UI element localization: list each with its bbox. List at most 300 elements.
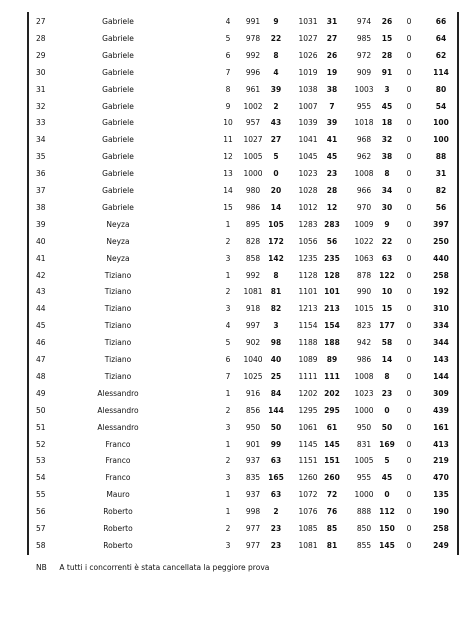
diff-2-cell: 202 <box>324 388 340 398</box>
penalty-cell: 0 <box>406 135 412 145</box>
footnote <box>36 563 269 572</box>
score-2-cell: 1188 <box>298 338 318 348</box>
competitor-name-cell: Gabriele <box>102 67 134 77</box>
footnote-text: A tutti i concorrenti è stata cancellata la peggiore prova <box>59 563 270 572</box>
competitor-name-cell: Gabriele <box>102 118 134 128</box>
row-number-cell: 43 <box>36 287 46 297</box>
score-3-cell: 823 <box>356 321 372 331</box>
row-number-cell: 45 <box>36 321 46 331</box>
attempt-number-cell: 3 <box>225 422 231 432</box>
diff-2-cell: 45 <box>326 152 338 162</box>
score-3-cell: 974 <box>356 17 372 26</box>
score-2-cell: 1039 <box>298 118 318 128</box>
total-cell: 31 <box>435 169 447 179</box>
diff-2-cell: 154 <box>324 321 340 331</box>
row-number-cell: 37 <box>36 186 46 195</box>
table-row <box>0 165 463 183</box>
table-row <box>0 334 463 352</box>
diff-1-cell: 82 <box>270 304 282 314</box>
competitor-name-cell: Roberto <box>103 540 133 550</box>
table-row <box>0 114 463 132</box>
competitor-name-cell: Roberto <box>103 524 133 533</box>
total-cell: 100 <box>433 135 449 145</box>
total-cell: 249 <box>433 540 449 550</box>
score-3-cell: 955 <box>356 473 372 483</box>
score-3-cell: 1008 <box>354 169 374 179</box>
row-number-cell: 51 <box>36 422 46 432</box>
diff-3-cell: 38 <box>381 152 393 162</box>
attempt-number-cell: 4 <box>225 321 231 331</box>
diff-1-cell: 3 <box>273 321 279 331</box>
penalty-cell: 0 <box>406 50 412 60</box>
penalty-cell: 0 <box>406 169 412 179</box>
row-number-cell: 28 <box>36 33 46 43</box>
row-number-cell: 35 <box>36 152 46 162</box>
score-3-cell: 831 <box>356 439 372 449</box>
row-number-cell: 32 <box>36 101 46 111</box>
table-row <box>0 182 463 200</box>
table-row <box>0 13 463 31</box>
score-3-cell: 955 <box>356 101 372 111</box>
competitor-name-cell: Alessandro <box>97 388 139 398</box>
penalty-cell: 0 <box>406 524 412 533</box>
diff-1-cell: 50 <box>270 422 282 432</box>
competitor-name-cell: Tiziano <box>104 287 132 297</box>
table-row <box>0 368 463 386</box>
attempt-number-cell: 3 <box>225 540 231 550</box>
row-number-cell: 46 <box>36 338 46 348</box>
diff-2-cell: 85 <box>326 524 338 533</box>
penalty-cell: 0 <box>406 236 412 246</box>
attempt-number-cell: 11 <box>223 135 233 145</box>
attempt-number-cell: 2 <box>225 236 231 246</box>
competitor-name-cell: Tiziano <box>104 304 132 314</box>
diff-1-cell: 25 <box>270 371 282 381</box>
diff-2-cell: 81 <box>326 540 338 550</box>
table-row <box>0 436 463 454</box>
attempt-number-cell: 15 <box>223 202 233 212</box>
diff-2-cell: 7 <box>329 101 335 111</box>
total-cell: 54 <box>435 101 447 111</box>
attempt-number-cell: 1 <box>225 490 231 500</box>
score-3-cell: 1009 <box>354 219 374 229</box>
score-2-cell: 1019 <box>298 67 318 77</box>
diff-1-cell: 144 <box>268 405 284 415</box>
row-number-cell: 50 <box>36 405 46 415</box>
score-2-cell: 1283 <box>298 219 318 229</box>
score-2-cell: 1007 <box>298 101 318 111</box>
row-number-cell: 49 <box>36 388 46 398</box>
penalty-cell: 0 <box>406 338 412 348</box>
penalty-cell: 0 <box>406 101 412 111</box>
table-row <box>0 300 463 318</box>
row-number-cell: 53 <box>36 456 46 466</box>
diff-3-cell: 23 <box>381 388 393 398</box>
score-2-cell: 1026 <box>298 50 318 60</box>
attempt-number-cell: 2 <box>225 524 231 533</box>
score-1-cell: 901 <box>245 439 261 449</box>
diff-1-cell: 14 <box>270 202 282 212</box>
attempt-number-cell: 2 <box>225 405 231 415</box>
attempt-number-cell: 1 <box>225 219 231 229</box>
table-row <box>0 351 463 369</box>
score-3-cell: 972 <box>356 50 372 60</box>
table-row <box>0 452 463 470</box>
score-1-cell: 957 <box>245 118 261 128</box>
competitor-name-cell: Tiziano <box>104 355 132 364</box>
penalty-cell: 0 <box>406 219 412 229</box>
total-cell: 439 <box>433 405 449 415</box>
total-cell: 143 <box>433 355 449 364</box>
competitor-name-cell: Franco <box>105 473 131 483</box>
total-cell: 334 <box>433 321 449 331</box>
row-number-cell: 39 <box>36 219 46 229</box>
total-cell: 62 <box>435 50 447 60</box>
score-1-cell: 1005 <box>243 152 263 162</box>
score-1-cell: 980 <box>245 186 261 195</box>
score-2-cell: 1145 <box>298 439 318 449</box>
diff-1-cell: 172 <box>268 236 284 246</box>
diff-3-cell: 58 <box>381 338 393 348</box>
competitor-name-cell: Neyza <box>106 236 130 246</box>
diff-2-cell: 295 <box>324 405 340 415</box>
attempt-number-cell: 1 <box>225 388 231 398</box>
penalty-cell: 0 <box>406 473 412 483</box>
score-1-cell: 1081 <box>243 287 263 297</box>
competitor-name-cell: Tiziano <box>104 371 132 381</box>
diff-2-cell: 213 <box>324 304 340 314</box>
score-3-cell: 986 <box>356 355 372 364</box>
diff-3-cell: 0 <box>384 405 390 415</box>
penalty-cell: 0 <box>406 321 412 331</box>
score-2-cell: 1012 <box>298 202 318 212</box>
diff-1-cell: 98 <box>270 338 282 348</box>
score-3-cell: 1003 <box>354 84 374 94</box>
diff-2-cell: 188 <box>324 338 340 348</box>
diff-1-cell: 63 <box>270 490 282 500</box>
penalty-cell: 0 <box>406 118 412 128</box>
table-row <box>0 250 463 268</box>
total-cell: 135 <box>433 490 449 500</box>
table-row <box>0 81 463 99</box>
diff-2-cell: 38 <box>326 84 338 94</box>
attempt-number-cell: 3 <box>225 253 231 263</box>
diff-2-cell: 101 <box>324 287 340 297</box>
penalty-cell: 0 <box>406 405 412 415</box>
penalty-cell: 0 <box>406 186 412 195</box>
competitor-name-cell: Gabriele <box>102 135 134 145</box>
diff-3-cell: 9 <box>384 219 390 229</box>
penalty-cell: 0 <box>406 371 412 381</box>
total-cell: 440 <box>433 253 449 263</box>
attempt-number-cell: 2 <box>225 287 231 297</box>
attempt-number-cell: 7 <box>225 371 231 381</box>
diff-1-cell: 8 <box>273 270 279 280</box>
score-2-cell: 1295 <box>298 405 318 415</box>
diff-2-cell: 12 <box>326 202 338 212</box>
diff-3-cell: 15 <box>381 33 393 43</box>
table-row <box>0 283 463 301</box>
penalty-cell: 0 <box>406 355 412 364</box>
diff-3-cell: 30 <box>381 202 393 212</box>
penalty-cell: 0 <box>406 304 412 314</box>
attempt-number-cell: 10 <box>223 118 233 128</box>
total-cell: 397 <box>433 219 449 229</box>
total-cell: 66 <box>435 17 447 26</box>
diff-3-cell: 10 <box>381 287 393 297</box>
total-cell: 114 <box>433 67 449 77</box>
diff-2-cell: 26 <box>326 50 338 60</box>
score-3-cell: 950 <box>356 422 372 432</box>
score-3-cell: 966 <box>356 186 372 195</box>
row-number-cell: 41 <box>36 253 46 263</box>
diff-3-cell: 34 <box>381 186 393 195</box>
diff-3-cell: 50 <box>381 422 393 432</box>
score-2-cell: 1151 <box>298 456 318 466</box>
penalty-cell: 0 <box>406 17 412 26</box>
table-row <box>0 131 463 149</box>
attempt-number-cell: 12 <box>223 152 233 162</box>
attempt-number-cell: 5 <box>225 338 231 348</box>
row-number-cell: 42 <box>36 270 46 280</box>
competitor-name-cell: Neyza <box>106 253 130 263</box>
diff-2-cell: 76 <box>326 507 338 517</box>
score-1-cell: 937 <box>245 490 261 500</box>
diff-2-cell: 89 <box>326 355 338 364</box>
score-1-cell: 835 <box>245 473 261 483</box>
table-row <box>0 503 463 521</box>
score-2-cell: 1128 <box>298 270 318 280</box>
table-row <box>0 385 463 403</box>
score-1-cell: 858 <box>245 253 261 263</box>
competitor-name-cell: Gabriele <box>102 17 134 26</box>
attempt-number-cell: 1 <box>225 439 231 449</box>
penalty-cell: 0 <box>406 540 412 550</box>
row-number-cell: 52 <box>36 439 46 449</box>
competitor-name-cell: Franco <box>105 456 131 466</box>
diff-3-cell: 32 <box>381 135 393 145</box>
score-3-cell: 990 <box>356 287 372 297</box>
diff-1-cell: 23 <box>270 540 282 550</box>
diff-2-cell: 28 <box>326 186 338 195</box>
diff-3-cell: 14 <box>381 355 393 364</box>
diff-2-cell: 31 <box>326 17 338 26</box>
row-number-cell: 48 <box>36 371 46 381</box>
diff-2-cell: 235 <box>324 253 340 263</box>
footnote-prefix: NB <box>36 563 47 572</box>
row-number-cell: 34 <box>36 135 46 145</box>
row-number-cell: 33 <box>36 118 46 128</box>
total-cell: 144 <box>433 371 449 381</box>
diff-3-cell: 22 <box>381 236 393 246</box>
diff-1-cell: 63 <box>270 456 282 466</box>
penalty-cell: 0 <box>406 202 412 212</box>
total-cell: 100 <box>433 118 449 128</box>
score-3-cell: 962 <box>356 152 372 162</box>
attempt-number-cell: 6 <box>225 50 231 60</box>
score-1-cell: 997 <box>245 321 261 331</box>
competitor-name-cell: Tiziano <box>104 270 132 280</box>
diff-1-cell: 0 <box>273 169 279 179</box>
diff-1-cell: 81 <box>270 287 282 297</box>
diff-1-cell: 2 <box>273 101 279 111</box>
row-number-cell: 58 <box>36 540 46 550</box>
score-1-cell: 977 <box>245 540 261 550</box>
competitor-name-cell: Gabriele <box>102 84 134 94</box>
score-1-cell: 1027 <box>243 135 263 145</box>
penalty-cell: 0 <box>406 67 412 77</box>
row-number-cell: 36 <box>36 169 46 179</box>
attempt-number-cell: 13 <box>223 169 233 179</box>
score-1-cell: 992 <box>245 50 261 60</box>
diff-1-cell: 39 <box>270 84 282 94</box>
score-2-cell: 1202 <box>298 388 318 398</box>
score-1-cell: 977 <box>245 524 261 533</box>
table-row <box>0 486 463 504</box>
diff-1-cell: 142 <box>268 253 284 263</box>
total-cell: 82 <box>435 186 447 195</box>
table-row <box>0 267 463 285</box>
diff-3-cell: 63 <box>381 253 393 263</box>
diff-2-cell: 260 <box>324 473 340 483</box>
score-2-cell: 1027 <box>298 33 318 43</box>
competitor-name-cell: Alessandro <box>97 405 139 415</box>
total-cell: 344 <box>433 338 449 348</box>
diff-3-cell: 8 <box>384 169 390 179</box>
row-number-cell: 31 <box>36 84 46 94</box>
diff-3-cell: 45 <box>381 473 393 483</box>
attempt-number-cell: 14 <box>223 186 233 195</box>
score-3-cell: 1005 <box>354 456 374 466</box>
diff-3-cell: 0 <box>384 490 390 500</box>
diff-1-cell: 27 <box>270 135 282 145</box>
competitor-name-cell: Neyza <box>106 219 130 229</box>
attempt-number-cell: 8 <box>225 84 231 94</box>
diff-3-cell: 177 <box>379 321 395 331</box>
diff-1-cell: 40 <box>270 355 282 364</box>
attempt-number-cell: 9 <box>225 101 231 111</box>
score-3-cell: 1000 <box>354 490 374 500</box>
table-row <box>0 402 463 420</box>
score-2-cell: 1260 <box>298 473 318 483</box>
score-3-cell: 1000 <box>354 405 374 415</box>
table-row <box>0 233 463 251</box>
penalty-cell: 0 <box>406 33 412 43</box>
total-cell: 250 <box>433 236 449 246</box>
score-2-cell: 1154 <box>298 321 318 331</box>
score-2-cell: 1038 <box>298 84 318 94</box>
total-cell: 56 <box>435 202 447 212</box>
diff-2-cell: 128 <box>324 270 340 280</box>
score-2-cell: 1081 <box>298 540 318 550</box>
score-1-cell: 902 <box>245 338 261 348</box>
score-1-cell: 856 <box>245 405 261 415</box>
competitor-name-cell: Gabriele <box>102 50 134 60</box>
score-2-cell: 1023 <box>298 169 318 179</box>
score-3-cell: 1063 <box>354 253 374 263</box>
diff-1-cell: 20 <box>270 186 282 195</box>
table-row <box>0 469 463 487</box>
score-2-cell: 1076 <box>298 507 318 517</box>
total-cell: 470 <box>433 473 449 483</box>
score-2-cell: 1111 <box>298 371 318 381</box>
total-cell: 310 <box>433 304 449 314</box>
score-1-cell: 1000 <box>243 169 263 179</box>
diff-1-cell: 84 <box>270 388 282 398</box>
competitor-name-cell: Franco <box>105 439 131 449</box>
score-3-cell: 1008 <box>354 371 374 381</box>
row-number-cell: 54 <box>36 473 46 483</box>
attempt-number-cell: 3 <box>225 473 231 483</box>
diff-1-cell: 165 <box>268 473 284 483</box>
diff-2-cell: 19 <box>326 67 338 77</box>
penalty-cell: 0 <box>406 422 412 432</box>
attempt-number-cell: 1 <box>225 270 231 280</box>
diff-3-cell: 28 <box>381 50 393 60</box>
competitor-name-cell: Tiziano <box>104 338 132 348</box>
score-3-cell: 850 <box>356 524 372 533</box>
score-3-cell: 855 <box>356 540 372 550</box>
attempt-number-cell: 1 <box>225 507 231 517</box>
table-row <box>0 520 463 538</box>
diff-1-cell: 5 <box>273 152 279 162</box>
penalty-cell: 0 <box>406 388 412 398</box>
score-2-cell: 1061 <box>298 422 318 432</box>
penalty-cell: 0 <box>406 152 412 162</box>
total-cell: 258 <box>433 524 449 533</box>
score-3-cell: 888 <box>356 507 372 517</box>
total-cell: 88 <box>435 152 447 162</box>
total-cell: 192 <box>433 287 449 297</box>
attempt-number-cell: 4 <box>225 17 231 26</box>
score-2-cell: 1101 <box>298 287 318 297</box>
diff-3-cell: 145 <box>379 540 395 550</box>
score-3-cell: 970 <box>356 202 372 212</box>
penalty-cell: 0 <box>406 490 412 500</box>
diff-3-cell: 5 <box>384 456 390 466</box>
total-cell: 309 <box>433 388 449 398</box>
diff-3-cell: 8 <box>384 371 390 381</box>
score-2-cell: 1213 <box>298 304 318 314</box>
diff-3-cell: 3 <box>384 84 390 94</box>
row-number-cell: 29 <box>36 50 46 60</box>
competitor-name-cell: Gabriele <box>102 152 134 162</box>
total-cell: 64 <box>435 33 447 43</box>
table-row <box>0 419 463 437</box>
total-cell: 219 <box>433 456 449 466</box>
diff-3-cell: 122 <box>379 270 395 280</box>
score-1-cell: 1002 <box>243 101 263 111</box>
competitor-name-cell: Mauro <box>106 490 130 500</box>
diff-3-cell: 45 <box>381 101 393 111</box>
row-number-cell: 38 <box>36 202 46 212</box>
table-row <box>0 537 463 555</box>
attempt-number-cell: 7 <box>225 67 231 77</box>
score-3-cell: 1018 <box>354 118 374 128</box>
penalty-cell: 0 <box>406 439 412 449</box>
row-number-cell: 30 <box>36 67 46 77</box>
competitor-name-cell: Gabriele <box>102 101 134 111</box>
total-cell: 258 <box>433 270 449 280</box>
attempt-number-cell: 6 <box>225 355 231 364</box>
row-number-cell: 56 <box>36 507 46 517</box>
competitor-name-cell: Gabriele <box>102 169 134 179</box>
table-row <box>0 199 463 217</box>
diff-2-cell: 283 <box>324 219 340 229</box>
score-1-cell: 1040 <box>243 355 263 364</box>
competitor-name-cell: Gabriele <box>102 186 134 195</box>
diff-2-cell: 41 <box>326 135 338 145</box>
